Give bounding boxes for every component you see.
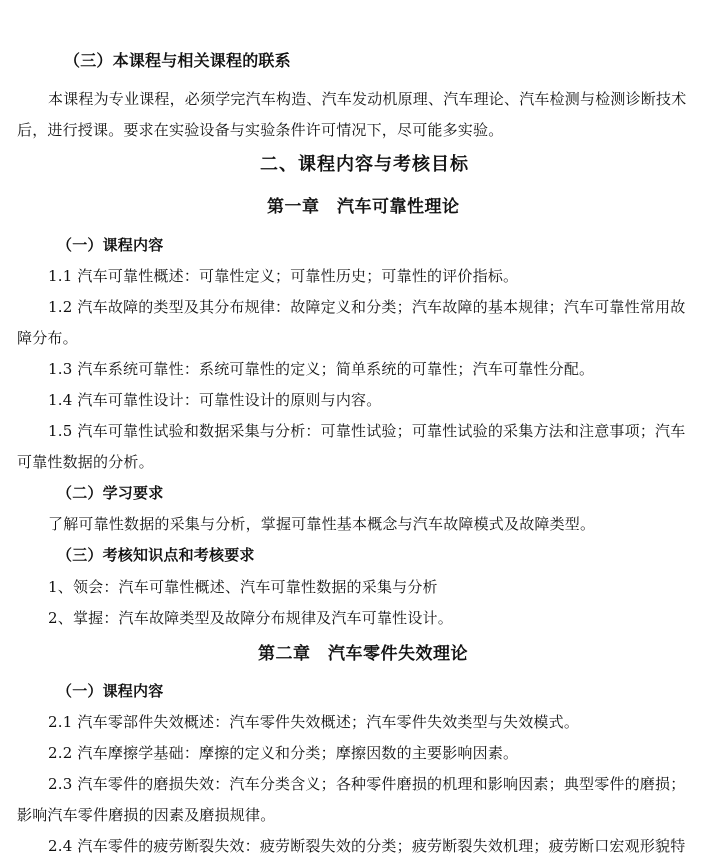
chapter-2-item-2-3-line-2: 影响汽车零件磨损的因素及磨损规律。 [17,806,276,824]
chapter-1-item-1-1: 1.1 汽车可靠性概述：可靠性定义；可靠性历史；可靠性的评价指标。 [48,267,519,285]
chapter-1-item-1-2-line-2: 障分布。 [17,329,78,347]
chapter-1-item-1-3: 1.3 汽车系统可靠性：系统可靠性的定义；简单系统的可靠性；汽车可靠性分配。 [48,360,595,378]
chapter-1-item-1-5-line-1: 1.5 汽车可靠性试验和数据采集与分析：可靠性试验；可靠性试验的采集方法和注意事项；汽车 [48,422,686,440]
chapter-1-content-heading: （一）课程内容 [57,236,164,254]
chapter-2-item-2-1: 2.1 汽车零部件失效概述：汽车零件失效概述；汽车零件失效类型与失效模式。 [48,713,580,731]
chapter-2-item-2-2: 2.2 汽车摩擦学基础：摩擦的定义和分类；摩擦因数的主要影响因素。 [48,744,519,762]
relation-paragraph-line-2: 后，进行授课。要求在实验设备与实验条件许可情况下，尽可能多实验。 [17,121,504,139]
chapter-1-item-1-4: 1.4 汽车可靠性设计：可靠性设计的原则与内容。 [48,391,382,409]
chapter-2-title: 第二章 汽车零件失效理论 [258,644,468,664]
chapter-1-item-1-2-line-1: 1.2 汽车故障的类型及其分布规律：故障定义和分类；汽车故障的基本规律；汽车可靠性常用故 [48,298,686,316]
chapter-2-content-heading: （一）课程内容 [57,682,164,700]
chapter-1-item-1-5-line-2: 可靠性数据的分析。 [17,453,154,471]
part-two-title: 二、课程内容与考核目标 [260,154,469,175]
relation-paragraph-line-1: 本课程为专业课程，必须学完汽车构造、汽车发动机原理、汽车理论、汽车检测与检测诊断技术 [48,90,687,108]
chapter-2-item-2-3-line-1: 2.3 汽车零件的磨损失效：汽车分类含义；各种零件磨损的机理和影响因素；典型零件的磨损； [48,775,686,793]
chapter-2-item-2-4: 2.4 汽车零件的疲劳断裂失效：疲劳断裂失效的分类；疲劳断裂失效机理；疲劳断口宏观形貌特 [48,837,686,855]
relation-heading: （三）本课程与相关课程的联系 [64,51,291,70]
chapter-1-exam-item-1: 1、领会：汽车可靠性概述、汽车可靠性数据的采集与分析 [48,578,438,596]
chapter-1-title: 第一章 汽车可靠性理论 [267,197,460,217]
chapter-1-study-heading: （二）学习要求 [57,484,164,502]
chapter-1-exam-item-2: 2、掌握：汽车故障类型及故障分布规律及汽车可靠性设计。 [48,609,453,627]
chapter-1-study-text: 了解可靠性数据的采集与分析，掌握可靠性基本概念与汽车故障模式及故障类型。 [48,515,596,533]
chapter-1-exam-heading: （三）考核知识点和考核要求 [57,546,255,564]
